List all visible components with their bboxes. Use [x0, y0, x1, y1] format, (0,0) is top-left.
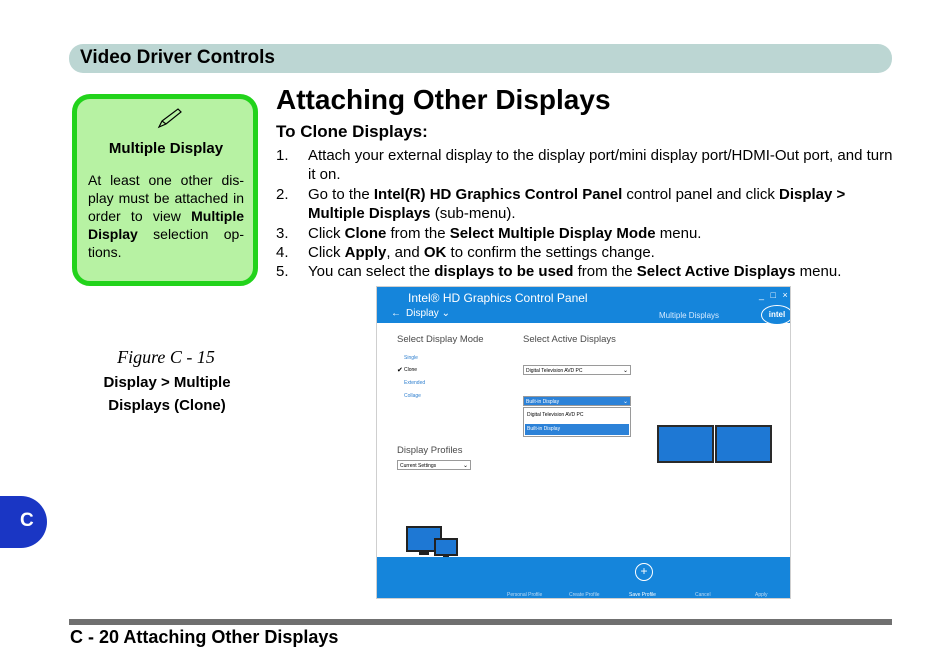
- note-text-bold: Multiple Display: [88, 208, 244, 242]
- figure-description-line1: Display > Multiple: [103, 374, 231, 391]
- figure-description: [86, 371, 248, 417]
- note-text-end: selection op-tions.: [88, 226, 244, 260]
- step-text: from the: [573, 263, 637, 281]
- screenshot-footer-button: Cancel: [695, 592, 711, 598]
- step-text-bold: Select Multiple Display Mode: [449, 224, 656, 242]
- step-text-bold: Intel(R) HD Graphics Control Panel: [373, 185, 623, 203]
- step-text: Attach your external display to the display port/mini display port/HDMI-Out port, and turn it on.: [308, 147, 893, 184]
- screenshot-mode-item-selected: Clone: [404, 367, 418, 373]
- figure-description-line2: Displays (Clone): [108, 397, 226, 414]
- screenshot-dropdown-option-selected: Built-in Display: [525, 424, 629, 435]
- page-title: Attaching Other Displays: [276, 84, 611, 115]
- step-text-bold: OK: [423, 244, 447, 262]
- screenshot-active-heading: Select Active Displays: [523, 334, 616, 345]
- step-number: 5.: [276, 263, 289, 281]
- screenshot-profiles-heading: Display Profiles: [397, 445, 463, 456]
- step-text: control panel and click: [622, 185, 779, 203]
- screenshot-mode-heading: Select Display Mode: [397, 334, 484, 345]
- screenshot-nav-display: Display ⌄: [406, 308, 450, 319]
- pencil-icon: [156, 106, 186, 130]
- step-text: menu.: [655, 224, 702, 242]
- step-item: [276, 224, 896, 243]
- step-number: 1.: [276, 147, 289, 164]
- step-text-bold: Select Active Displays: [636, 263, 796, 281]
- step-text: Go to the: [308, 185, 374, 203]
- note-text-start: At least one other dis-play must be attached in order to view: [88, 172, 244, 224]
- back-arrow-icon: ←: [391, 308, 401, 319]
- checkmark-icon: ✔: [397, 367, 403, 374]
- step-text: menu.: [795, 263, 842, 281]
- figure-caption: Figure C - 15: [117, 347, 215, 367]
- step-text: You can select the: [308, 263, 435, 281]
- screenshot-footer-button: Personal Profile: [507, 592, 543, 598]
- step-number: 3.: [276, 224, 289, 242]
- step-text: (sub-menu).: [430, 205, 516, 223]
- step-number: 4.: [276, 244, 289, 262]
- screenshot-mode-item: Single: [404, 355, 418, 361]
- step-text: to confirm the settings change.: [446, 244, 655, 262]
- step-text: Click: [308, 244, 345, 262]
- section-subheading: To Clone Displays:: [276, 122, 428, 141]
- step-list: [276, 146, 896, 282]
- screenshot-dropdown-option: Digital Television AVD PC: [527, 412, 584, 418]
- note-title: Multiple Display: [108, 140, 224, 157]
- step-item: [276, 146, 896, 185]
- step-item: [276, 262, 896, 281]
- step-item: [276, 185, 896, 224]
- chevron-down-icon: ⌄: [462, 463, 468, 469]
- screenshot-mode-item: Collage: [404, 393, 421, 399]
- monitor-icon: [715, 425, 772, 463]
- screenshot-dropdown-list: [523, 407, 631, 437]
- chevron-down-icon: ⌄: [622, 368, 628, 374]
- step-text-bold: Display > Multiple Displays: [308, 185, 846, 223]
- window-controls-icon: _ □ ×: [759, 290, 790, 300]
- screenshot-mode-item: Extended: [404, 380, 426, 386]
- chapter-tab-letter: C: [20, 510, 34, 531]
- step-text: , and: [386, 244, 424, 262]
- chevron-down-icon: ⌄: [622, 399, 628, 405]
- step-text-bold: Apply: [344, 244, 387, 262]
- step-text: from the: [386, 224, 450, 242]
- page-footer: C - 20 Attaching Other Displays: [70, 627, 339, 647]
- step-text: Click: [308, 224, 345, 242]
- intel-logo-icon: intel: [761, 305, 791, 325]
- screenshot-profiles-select: [397, 460, 471, 470]
- plus-icon: +: [635, 563, 653, 581]
- step-text-bold: Clone: [344, 224, 387, 242]
- display-monitors-icon: [405, 525, 461, 561]
- screenshot-footer-button: Save Profile: [629, 592, 656, 598]
- screenshot-footer-button: Create Profile: [569, 592, 600, 598]
- screenshot-footer-button: Apply: [755, 592, 768, 598]
- screenshot-active-select-2: [523, 396, 631, 406]
- screenshot-window-title: Intel® HD Graphics Control Panel: [408, 291, 588, 305]
- step-text-bold: displays to be used: [434, 263, 574, 281]
- screenshot-profiles-select-value: Current Settings: [400, 463, 437, 469]
- screenshot-nav-multiple-displays: Multiple Displays: [659, 311, 720, 320]
- screenshot-active-select-1: [523, 365, 631, 375]
- header-title: Video Driver Controls: [80, 47, 275, 68]
- screenshot-active-select-1-value: Digital Television AVD PC: [526, 368, 583, 374]
- screenshot-active-select-2-value: Built-in Display: [526, 399, 560, 405]
- monitor-icon: [657, 425, 714, 463]
- note-text: [88, 171, 244, 261]
- control-panel-screenshot: [376, 286, 791, 599]
- footer-rule: [69, 619, 892, 625]
- step-number: 2.: [276, 185, 289, 203]
- step-item: [276, 243, 896, 262]
